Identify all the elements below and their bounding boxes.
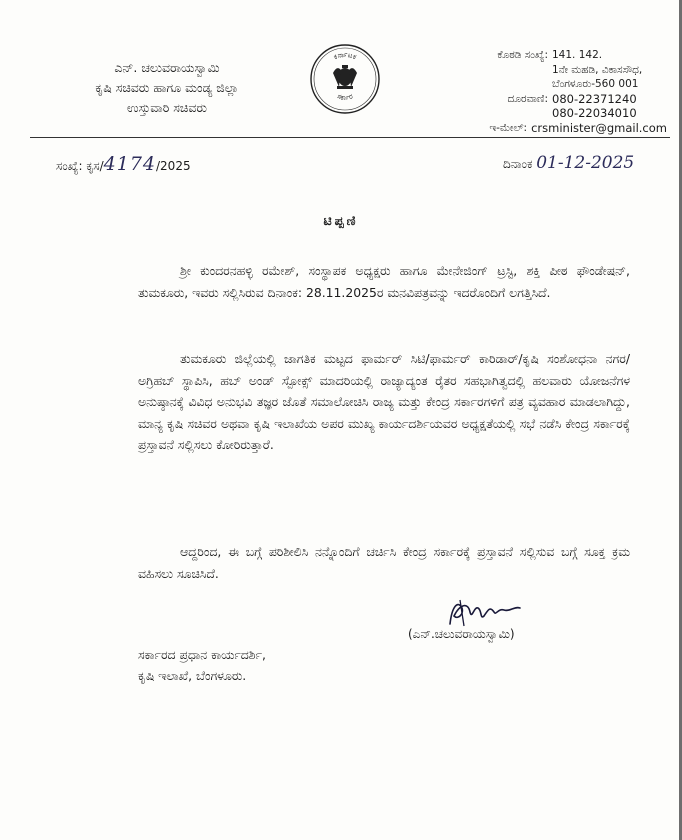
phone-number-1: 080-22371240 bbox=[552, 91, 637, 106]
document-title: ಟಿಪ್ಪಣಿ bbox=[323, 213, 359, 228]
body-paragraph-2 bbox=[138, 348, 630, 456]
header-divider bbox=[30, 137, 670, 138]
phone-label: ದೂರವಾಣಿ: bbox=[507, 92, 548, 105]
sender-designation: ಕೃಷಿ ಸಚಿವರು ಹಾಗೂ ಮಂಡ್ಯ ಜಿಲ್ಲಾ bbox=[95, 80, 239, 95]
email-address[interactable]: crsminister@gmail.com bbox=[531, 120, 667, 135]
reference-handwritten-number: 4174 bbox=[103, 153, 156, 175]
reference-prefix: ಸಂಖ್ಯೆ: ಕೃಸ/ bbox=[56, 159, 104, 173]
date-label: ದಿನಾಂಕ bbox=[503, 157, 533, 171]
contact-block bbox=[452, 48, 667, 135]
recipient-line-1: ಸರ್ಕಾರದ ಪ್ರಧಾನ ಕಾರ್ಯದರ್ಶಿ, bbox=[138, 647, 266, 662]
address-line1: 1ನೇ ಮಹಡಿ, ವಿಕಾಸಸೌಧ, bbox=[552, 63, 643, 76]
recipient-line-2: ಕೃಷಿ ಇಲಾಖೆ, ಬೆಂಗಳೂರು. bbox=[138, 668, 247, 683]
body-paragraph-1 bbox=[138, 260, 630, 303]
reference-year: /2025 bbox=[156, 159, 191, 173]
paragraph-2-text: ತುಮಕೂರು ಜಿಲ್ಲೆಯಲ್ಲಿ ಜಾಗತಿಕ ಮಟ್ಟದ ಫಾರ್ಮರ್ ಸಿಟಿ/ಫಾರ್ಮರ್ ಕಾರಿಡಾರ್/ಕೃಷಿ ಸಂಶೋಧನಾ ನಗರ/ಅಗ್ರಿಹಬ್ ಸ್ಥಾಪಿಸಿ, ಹಬ್ ಅಂಡ್ ಸ್ಪೋಕ್ಸ್ ಮಾದರಿಯಲ್ಲಿ ರಾಜ್ಯಾದ್ಯಂತ ರೈತರ ಸಹಭಾಗಿತ್ವದಲ್ಲಿ ಹಲವಾರು ಯೋಜನೆಗಳ ಅನುಷ್ಠಾನಕ್ಕೆ ವಿವಿಧ ಅನುಭವಿ ತಜ್ಞರ ಜೊತೆ ಸಮಾಲೋಚಿಸಿ ರಾಜ್ಯ ಮತ್ತು ಕೇಂದ್ರ ಸರ್ಕಾರಗಳಿಗೆ ಪತ್ರ ವ್ಯವಹಾರ ಮಾಡಲಾಗಿದ್ದು, ಮಾನ್ಯ ಕೃಷಿ ಸಚಿವರ ಅಥವಾ ಕೃಷಿ ಇಲಾಖೆಯ ಅಪರ ಮುಖ್ಯ ಕಾರ್ಯದರ್ಶಿಯವರ ಅಧ್ಯಕ್ಷತೆಯಲ್ಲಿ ಸಭೆ ನಡೆಸಿ ಕೇಂದ್ರ ಸರ್ಕಾರಕ್ಕೆ ಪ್ರಸ್ತಾವನೆ ಸಲ್ಲಿಸಲು ಕೋರಿರುತ್ತಾರೆ. bbox=[138, 351, 630, 452]
paragraph-3-text: ಆದ್ದರಿಂದ, ಈ ಬಗ್ಗೆ ಪರಿಶೀಲಿಸಿ ನನ್ನೊಂದಿಗೆ ಚರ್ಚಿಸಿ ಕೇಂದ್ರ ಸರ್ಕಾರಕ್ಕೆ ಪ್ರಸ್ತಾವನೆ ಸಲ್ಲಿಸುವ ಬಗ್ಗೆ ಸೂಕ್ತ ಕ್ರಮ ವಹಿಸಲು ಸೂಚಿಸಿದೆ. bbox=[138, 544, 630, 581]
seal-bottom-text: ಸರ್ಕಾರ bbox=[336, 92, 354, 102]
room-value: 141. 142. bbox=[552, 49, 603, 61]
address-line2: ಬೆಂಗಳೂರು-560 001 bbox=[552, 78, 639, 90]
sender-role: ಉಸ್ತುವಾರಿ ಸಚಿವರು bbox=[127, 100, 207, 115]
body-paragraph-3 bbox=[138, 541, 630, 584]
paragraph-1-text: ಶ್ರೀ ಕುಂದರನಹಳ್ಳಿ ರಮೇಶ್, ಸಂಸ್ಥಾಪಕ ಅಧ್ಯಕ್ಷರು ಹಾಗೂ ಮೇನೇಜಿಂಗ್ ಟ್ರಸ್ಟಿ, ಶಕ್ತಿ ಪೀಠ ಫೌಂಡೇಷನ್, ತುಮಕೂರು, ಇವರು ಸಲ್ಲಿಸಿರುವ ದಿನಾಂಕ: 28.11.2025ರ ಮನವಿಪತ್ರವನ್ನು ಇದರೊಂದಿಗೆ ಲಗತ್ತಿಸಿದೆ. bbox=[138, 263, 630, 300]
sender-name: ಎನ್. ಚಲುವರಾಯಸ್ವಾಮಿ bbox=[114, 60, 220, 75]
government-seal-emblem bbox=[309, 43, 381, 115]
room-label: ಕೊಠಡಿ ಸಂಖ್ಯೆ: bbox=[497, 49, 548, 61]
phone-number-2: 080-22034010 bbox=[552, 106, 637, 120]
email-label: ಇ-ಮೇಲ್: bbox=[489, 121, 528, 134]
recipient-block bbox=[138, 644, 266, 686]
sender-block bbox=[52, 58, 282, 118]
svg-text:ಕರ್ನಾಟಕ bbox=[333, 51, 358, 62]
date-handwritten-value: 01-12-2025 bbox=[536, 153, 635, 173]
date-block bbox=[503, 153, 634, 173]
reference-number bbox=[56, 153, 191, 175]
svg-text:ಸರ್ಕಾರ bbox=[336, 92, 354, 101]
handwritten-signature bbox=[444, 596, 524, 630]
signatory-name: (ಎನ್.ಚಲುವರಾಯಸ್ವಾಮಿ) bbox=[408, 627, 515, 641]
seal-top-text: ಕರ್ನಾಟಕ bbox=[332, 50, 358, 62]
